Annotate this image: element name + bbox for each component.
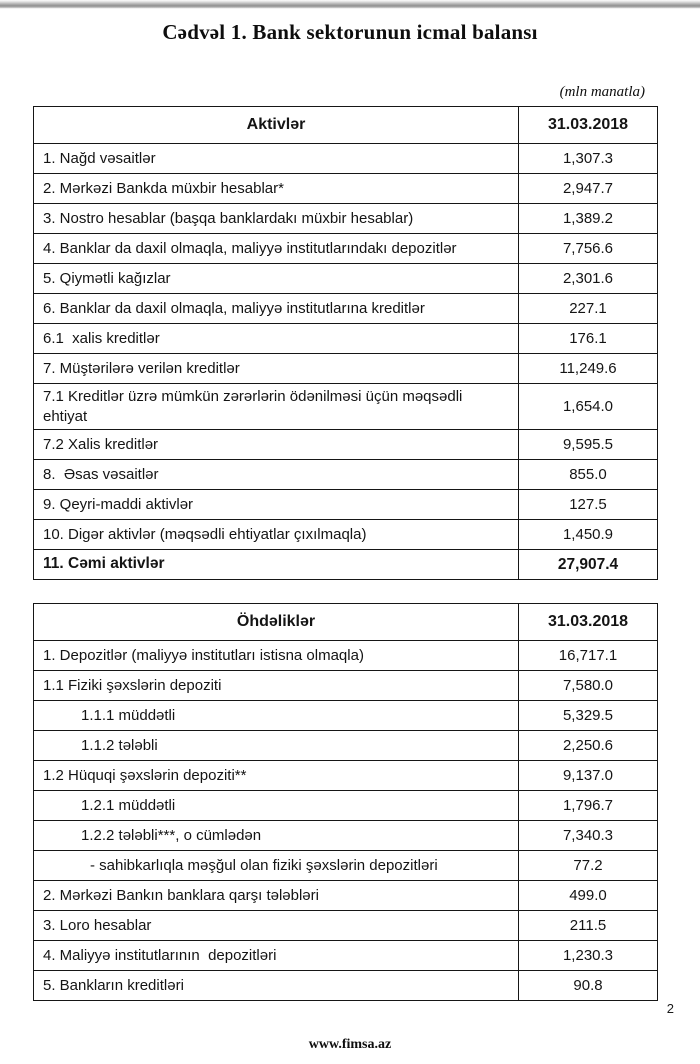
row-label: 7.2 Xalis kreditlər [34, 430, 519, 460]
row-value: 211.5 [519, 911, 658, 941]
table-row [34, 234, 658, 264]
row-value: 1,307.3 [519, 144, 658, 174]
row-label: 1. Depozitlər (maliyyə institutları istisna olmaqla) [34, 641, 519, 671]
row-label: 7. Müştərilərə verilən kreditlər [34, 354, 519, 384]
row-value: 9,137.0 [519, 761, 658, 791]
row-value: 11,249.6 [519, 354, 658, 384]
footer-url: www.fimsa.az [308, 1037, 392, 1052]
row-label: - sahibkarlıqla məşğul olan fiziki şəxslərin depozitləri [34, 851, 519, 881]
row-value: 90.8 [519, 971, 658, 1001]
table-row [34, 881, 658, 911]
table-row [34, 791, 658, 821]
liabilities-table-header-date: 31.03.2018 [519, 604, 658, 641]
row-value: 7,580.0 [519, 671, 658, 701]
table-row [34, 851, 658, 881]
table-row [34, 324, 658, 354]
row-value: 855.0 [519, 460, 658, 490]
row-value: 2,947.7 [519, 174, 658, 204]
row-label: 1.2.2 tələbli***, o cümlədən [34, 821, 519, 851]
row-label: 3. Loro hesablar [34, 911, 519, 941]
table-row [34, 264, 658, 294]
row-label: 2. Mərkəzi Bankda müxbir hesablar* [34, 174, 519, 204]
row-label: 11. Cəmi aktivlər [34, 550, 519, 580]
row-label: 1.1.1 müddətli [34, 701, 519, 731]
row-value: 77.2 [519, 851, 658, 881]
row-label: 1.2.1 müddətli [34, 791, 519, 821]
table-row [34, 204, 658, 234]
assets-table-header-label: Aktivlər [34, 107, 519, 144]
row-value: 7,340.3 [519, 821, 658, 851]
table-row [34, 460, 658, 490]
row-value: 9,595.5 [519, 430, 658, 460]
table-row [34, 641, 658, 671]
row-value: 499.0 [519, 881, 658, 911]
assets-table [33, 106, 658, 580]
row-label: 1.1 Fiziki şəxslərin depoziti [34, 671, 519, 701]
table-row [34, 671, 658, 701]
table-row [34, 144, 658, 174]
row-label: 10. Digər aktivlər (məqsədli ehtiyatlar çıxılmaqla) [34, 520, 519, 550]
page-number: 2 [666, 1001, 674, 1016]
row-value: 2,250.6 [519, 731, 658, 761]
row-value: 1,796.7 [519, 791, 658, 821]
row-label: 5. Qiymətli kağızlar [34, 264, 519, 294]
table-row [34, 490, 658, 520]
page-top-edge-bar [0, 0, 700, 9]
unit-note: (mln manatla) [559, 84, 645, 100]
table-row [34, 971, 658, 1001]
row-label: 2. Mərkəzi Bankın banklara qarşı tələbləri [34, 881, 519, 911]
row-label: 4. Banklar da daxil olmaqla, maliyyə institutlarındakı depozitlər [34, 234, 519, 264]
table-row [34, 701, 658, 731]
row-value: 2,301.6 [519, 264, 658, 294]
page-title: Cədvəl 1. Bank sektorunun icmal balansı [162, 20, 538, 44]
table-row [34, 384, 658, 430]
row-label: 1.1.2 tələbli [34, 731, 519, 761]
row-value: 1,654.0 [519, 384, 658, 430]
row-label: 4. Maliyyə institutlarının depozitləri [34, 941, 519, 971]
row-label: 8. Əsas vəsaitlər [34, 460, 519, 490]
assets-table-header-row [34, 107, 658, 144]
row-value: 16,717.1 [519, 641, 658, 671]
table-row [34, 174, 658, 204]
table-row [34, 520, 658, 550]
table-row [34, 821, 658, 851]
row-value: 1,389.2 [519, 204, 658, 234]
liabilities-table-header-row [34, 604, 658, 641]
table-row [34, 294, 658, 324]
row-value: 1,230.3 [519, 941, 658, 971]
row-label: 9. Qeyri-maddi aktivlər [34, 490, 519, 520]
table-row [34, 550, 658, 580]
row-label: 3. Nostro hesablar (başqa banklardakı müxbir hesablar) [34, 204, 519, 234]
assets-table-header-date: 31.03.2018 [519, 107, 658, 144]
table-row [34, 761, 658, 791]
row-value: 27,907.4 [519, 550, 658, 580]
row-label: 1. Nağd vəsaitlər [34, 144, 519, 174]
table-row [34, 941, 658, 971]
row-value: 127.5 [519, 490, 658, 520]
row-label: 1.2 Hüquqi şəxslərin depoziti** [34, 761, 519, 791]
row-value: 1,450.9 [519, 520, 658, 550]
row-value: 5,329.5 [519, 701, 658, 731]
row-value: 176.1 [519, 324, 658, 354]
row-value: 7,756.6 [519, 234, 658, 264]
row-label: 7.1 Kreditlər üzrə mümkün zərərlərin ödənilməsi üçün məqsədli ehtiyat [34, 384, 519, 430]
table-row [34, 731, 658, 761]
table-row [34, 430, 658, 460]
row-value: 227.1 [519, 294, 658, 324]
liabilities-table [33, 603, 658, 1001]
table-row [34, 911, 658, 941]
row-label: 5. Bankların kreditləri [34, 971, 519, 1001]
table-row [34, 354, 658, 384]
liabilities-table-header-label: Öhdəliklər [34, 604, 519, 641]
row-label: 6. Banklar da daxil olmaqla, maliyyə institutlarına kreditlər [34, 294, 519, 324]
row-label: 6.1 xalis kreditlər [34, 324, 519, 354]
